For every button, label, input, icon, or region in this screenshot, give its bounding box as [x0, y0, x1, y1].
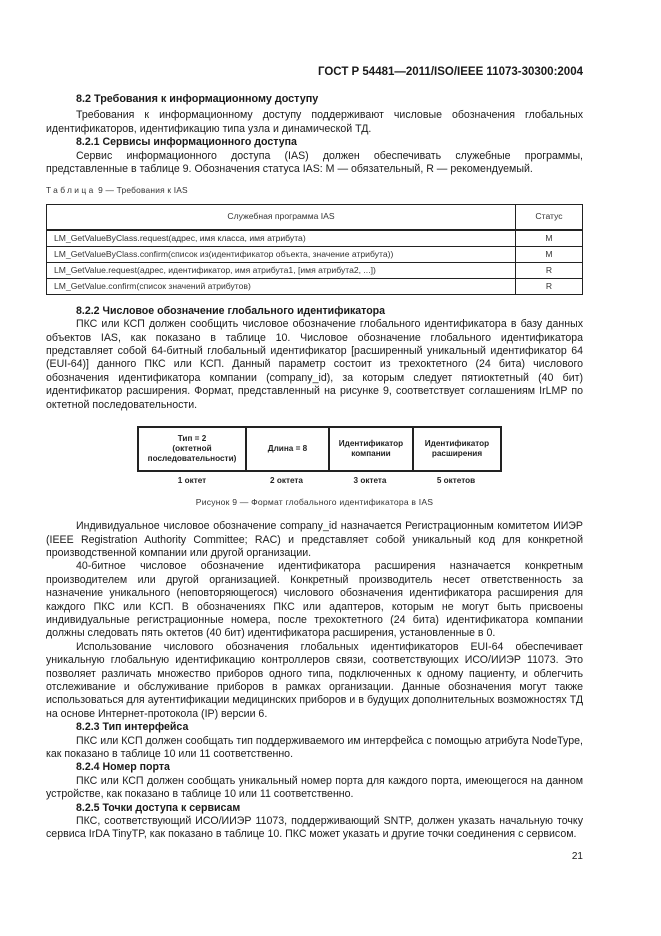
status-cell: R	[516, 262, 583, 278]
column-header-program: Служебная программа IAS	[47, 204, 516, 230]
program-cell: LM_GetValue.confirm(список значений атрибутов)	[47, 278, 516, 294]
section-8-2-2-text: ПКС или КСП должен сообщить числовое обозначение глобального идентификатора в базу данных объектов IAS, как показано в таблице 10. Числовое обозначение глобального идентификатора представляет собой 64-битный глобальный идентификатор [расширенный уникальный идентификатор 64 (EUI-64)] данного ПКС или КСП. Данный параметр состоит из трехоктетного (24 бита) числового обозначения идентификатора компании (company_id), за которым следует пятиоктетный (40 бит) идентификатор расширения. Формат, представленный на рисунке 9, соответствует соглашениям IrLMP по октетной последовательности.	[46, 318, 583, 411]
section-8-2-1-heading: 8.2.1 Сервисы информационного доступа	[76, 136, 297, 149]
size-label: 5 октетов	[436, 476, 476, 486]
section-8-2-4-text: ПКС или КСП должен сообщать уникальный номер порта для каждого порта, имеющегося на данном устройстве, как показано в таблице 10 или 11 соответственно.	[46, 774, 583, 801]
table-row	[47, 230, 583, 247]
status-cell: M	[516, 230, 583, 247]
paragraph-company-id: Индивидуальное числовое обозначение company_id назначается Регистрационным комитетом ИИЭР (IEEE Registration Authority Committee; RAC) и представляет собой уникальный код для конкретной производственной компании или другой организации.	[46, 520, 583, 559]
column-header-status: Статус	[516, 204, 583, 230]
section-8-2-3-heading: 8.2.3 Тип интерфейса	[76, 721, 189, 734]
section-8-2-heading: 8.2 Требования к информационному доступу	[76, 93, 319, 105]
field-type: Тип = 2 (октетной последовательности)	[139, 428, 247, 470]
section-8-2-2-heading: 8.2.2 Числовое обозначение глобального идентификатора	[76, 304, 386, 317]
table-9-caption	[46, 184, 583, 197]
field-length: Длина = 8	[247, 428, 330, 470]
size-label: 3 октета	[353, 476, 387, 486]
section-8-2-4-heading: 8.2.4 Номер порта	[76, 761, 170, 774]
paragraph-eui64-usage: Использование числового обозначения глобальных идентификаторов EUI-64 обеспечивает уникальную глобальную идентификацию контроллеров связи, соответствующих ИСО/ИИЭР 11073. Это позволяет различать множество приборов одного типа, подключенных к одному пациенту, и облегчить отслеживание и обслуживание приборов в рамках организации. Данные обозначения могут также использоваться для аутентификации медицинских приборов и в будущих дополнительных возможностях ТД на основе Интернет-протокола (IP) версии 6.	[46, 640, 583, 720]
field-company-id: Идентификатор компании	[330, 428, 414, 470]
standard-header: ГОСТ Р 54481—2011/ISO/IEEE 11073-30300:2004	[317, 66, 583, 78]
size-label: 2 октета	[270, 476, 303, 486]
page-number: 21	[571, 851, 583, 862]
table-header-row	[47, 204, 583, 230]
table-9-caption-title: 9 — Требования к IAS	[95, 185, 188, 196]
page-content	[46, 93, 583, 842]
table-9-caption-prefix: Таблица	[46, 185, 96, 196]
section-8-2-5-text: ПКС, соответствующий ИСО/ИИЭР 11073, поддерживающий SNTP, должен указать начальную точку сервиса IrDA TinyTP, как показано в таблице 10. ПКС может указать и другие точки соединения с сервисом.	[46, 815, 583, 841]
field-extension-id: Идентификатор расширения	[424, 439, 490, 459]
section-8-2-text: Требования к информационному доступу поддерживают числовые обозначения глобальных идентификаторов, идентификацию типа узла и динамической ТД.	[46, 109, 583, 135]
figure-9-octet-sizes	[139, 474, 500, 487]
table-row	[47, 262, 583, 278]
section-8-2-1-text: Сервис информационного доступа (IAS) должен обеспечивать служебные программы, представленные в таблице 9. Обозначения статуса IAS: M — обязательный, R — рекомендуемый.	[46, 149, 583, 176]
size-label: 1 октет	[177, 476, 207, 486]
table-row	[47, 278, 583, 294]
figure-9-caption: Рисунок 9 — Формат глобального идентификатора в IAS	[195, 497, 434, 508]
status-cell: R	[516, 278, 583, 294]
figure-9-field-diagram	[137, 426, 502, 472]
program-cell: LM_GetValueByClass.request(адрес, имя класса, имя атрибута)	[47, 230, 516, 247]
status-cell: M	[516, 246, 583, 262]
table-9-ias-requirements	[46, 204, 583, 295]
section-8-2-3-text: ПКС или КСП должен сообщать тип поддерживаемого им интерфейса с помощью атрибута NodeType, как показано в таблице 10 или 11 соответственно.	[46, 734, 583, 760]
program-cell: LM_GetValueByClass.confirm(список из(идентификатор объекта, значение атрибута))	[47, 246, 516, 262]
figure-9-eui64-format	[46, 416, 583, 512]
table-row	[47, 246, 583, 262]
section-8-2-5-heading: 8.2.5 Точки доступа к сервисам	[76, 801, 241, 814]
paragraph-extension-id: 40-битное числовое обозначение идентификатора расширения назначается конкретным производителем или другой организацией. Конкретный производитель несет ответственность за назначение уникального (неповторяющегося) числового обозначения идентификатора расширения для каждого ПКС или КСП. В обозначениях ПКС или адаптеров, которым не могут быть присвоены индивидуальные регистрационные номера, после трехоктетного (24 бита) идентификатора компании должны следовать пять октетов (40 бит) идентификатора расширения, установленные в 0.	[46, 560, 583, 640]
program-cell: LM_GetValue.request(адрес, идентификатор, имя атрибута1, [имя атрибута2, ...])	[47, 262, 516, 278]
